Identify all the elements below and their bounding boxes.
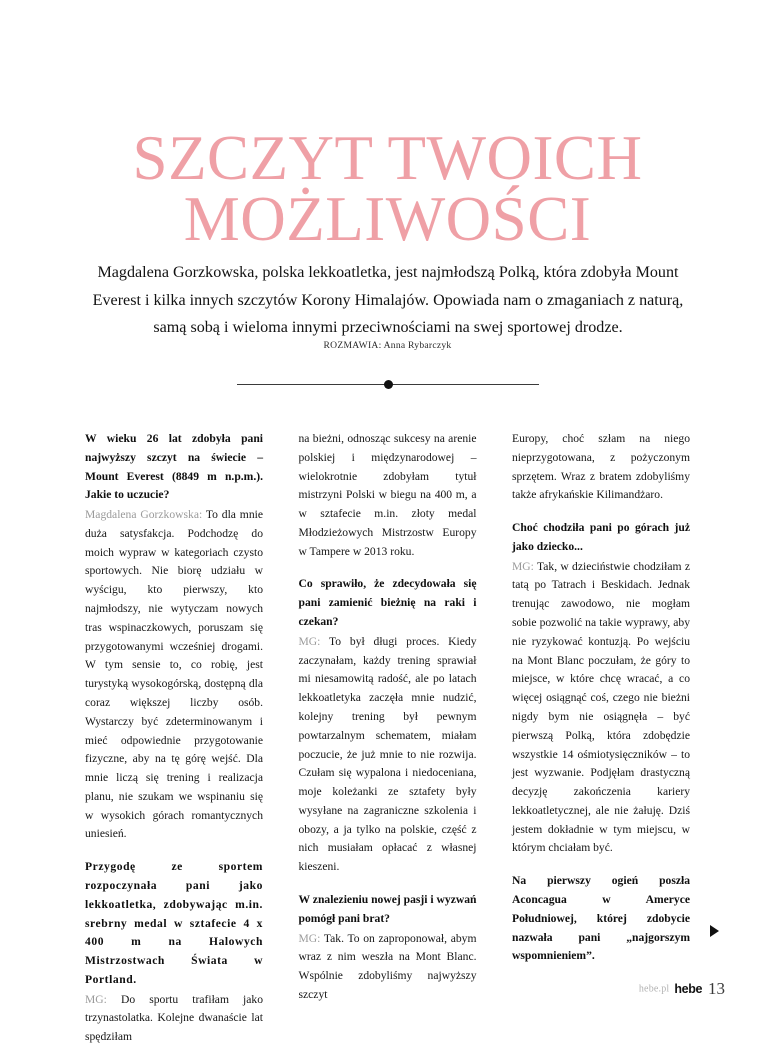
interview-question: Co sprawiło, że zdecydowała się pani zamienić bieżnię na raki i czekan? [298,577,477,629]
page-number: 13 [708,979,725,998]
interview-question: W znalezieniu nowej pasji i wyzwań pomógł pani brat? [298,892,477,925]
article-lead: Magdalena Gorzkowska, polska lekkoatletka, jest najmłodszą Polką, która zdobyła Mount Everest i kilka innych szczytów Korony Himalajów. Opowiada nam o zmaganiach z naturą, samą sobą i wieloma innymi przeciwnościami na swej sportowej drodze. [92,264,684,337]
answer-text: Europy, choć szłam na niego nieprzygotowana, z pożyczonym sprzętem. Wraz z bratem zdobyliśmy także afrykańskie Kilimandżaro. [512,432,690,502]
article-column-2 [298,430,477,1001]
divider-dot [384,380,393,389]
page-title [0,123,775,254]
page-title-line-1: SZCZYT TWOICH [132,123,643,194]
article-column-3 [512,430,690,963]
answer-speaker-label: MG: [298,634,321,648]
interview-question: Choć chodziła pani po górach już jako dziecko... [512,521,690,553]
interview-answer [299,633,477,877]
interview-question: W wieku 26 lat zdobyła pani najwyższy szczyt na świecie – Mount Everest (8849 m n.p.m.). Jakie to uczucie? [85,432,263,502]
interview-question: Na pierwszy ogień poszła Aconcagua w Ameryce Południowej, której zdobycie nazwała pani „najgorszym wspomnieniem”. [512,874,690,963]
interview-answer [85,506,263,844]
answer-text: na bieżni, odnosząc sukcesy na arenie polskiej i międzynarodowej – wielokrotnie zdobyłam tytuł mistrzyni Polski w biegu na 400 m, a w sztafecie m.in. złoty medal Młodzieżowych Mistrzostw Europy w Tampere w 2013 roku. [298,432,477,558]
interview-answer [512,430,690,505]
page-footer [0,979,775,999]
answer-text: Tak, w dzieciństwie chodziłam z tatą po Tatrach i Beskidach. Jednak trenując zawodowo, nie mogłam sobie pozwolić na takie wyprawy, aby nie ryzykować kontuzją. Po wejściu na Mont Blanc poczułam, że góry to miejsce, w które chcę wracać, a co więcej osiągnąć coś, czego nie bieżni nigdy bym nie osiągnęła – być pierwszą Polką, która zdobędzie wszystkie 14 ośmiotysięczników – to jest wyzwanie. Podjęłam drastyczną decyzję zakończenia kariery lekkoatletycznej, ale nie żałuję. Dziś jestem dokładnie w tym miejscu, w którym chciałam być. [512,559,690,855]
interview-answer [85,991,263,1047]
answer-text: Tak. To on zaproponował, abym wraz z nim weszła na Mont Blanc. Wspólnie zdobyliśmy najwyższy szczyt [298,931,477,1001]
page-title-line-2: MOŻLIWOŚCI [183,183,592,254]
footer-brand-logo: hebe [674,982,702,996]
footer-site-url: hebe.pl [638,983,670,995]
interview-answer [299,430,477,561]
interview-question: Przygodę ze sportem rozpoczynała pani jako lekkoatletka, zdobywając m.in. srebrny medal w sztafecie 4 x 400 m na Halowych Mistrzostwach Świata w Portland. [85,860,263,986]
article-byline: ROZMAWIA: Anna Rybarczyk [323,339,452,351]
section-divider [237,384,539,385]
answer-text: To był długi proces. Kiedy zaczynałam, każdy trening sprawiał mi niesamowitą radość, ale po latach lekkoatletyka zaczęła mnie nudzić, kolejny trening był pewnym powtarzalnym schematem, miałam poczucie, że już mnie to nie rozwija. Czułam się wypalona i niedoceniana, moje koleżanki ze sztafety były wysyłane na zagraniczne szkolenia i obozy, a ja tylko na polskie, część z nich musiałam opłacać z własnej kieszeni. [298,634,477,874]
answer-speaker-label: Magdalena Gorzkowska: [85,508,203,522]
continuation-arrow-icon [710,925,719,937]
answer-speaker-label: MG: [298,931,321,945]
answer-text: Do sportu trafiłam jako trzynastolatka. Kolejne dwanaście lat spędziłam [85,992,263,1044]
interview-answer [512,558,690,859]
answer-speaker-label: MG: [85,992,107,1006]
article-column-1 [85,430,263,1044]
answer-speaker-label: MG: [512,559,534,573]
answer-text: To dla mnie duża satysfakcja. Podchodzę do moich wypraw w kategoriach czysto sportowych. Nie biorę udziału w wyścigu, kto pierwszy, kto najmłodszy, nie wytyczam nowych tras wspinaczkowych, poruszam się przygotowanymi wcześniej drogami. W tym sensie to, co robię, jest turystyką wysokogórską, dostępną dla coraz większej liczby osób. Wystarczy być zdeterminowanym i mieć odpowiednie przygotowanie fizyczne, aby na tę górę wejść. Dla mnie liczą się trening i realizacja planu, nie szukam we wspinaniu się w wysokich górach romantycznych uniesień. [85,508,263,841]
